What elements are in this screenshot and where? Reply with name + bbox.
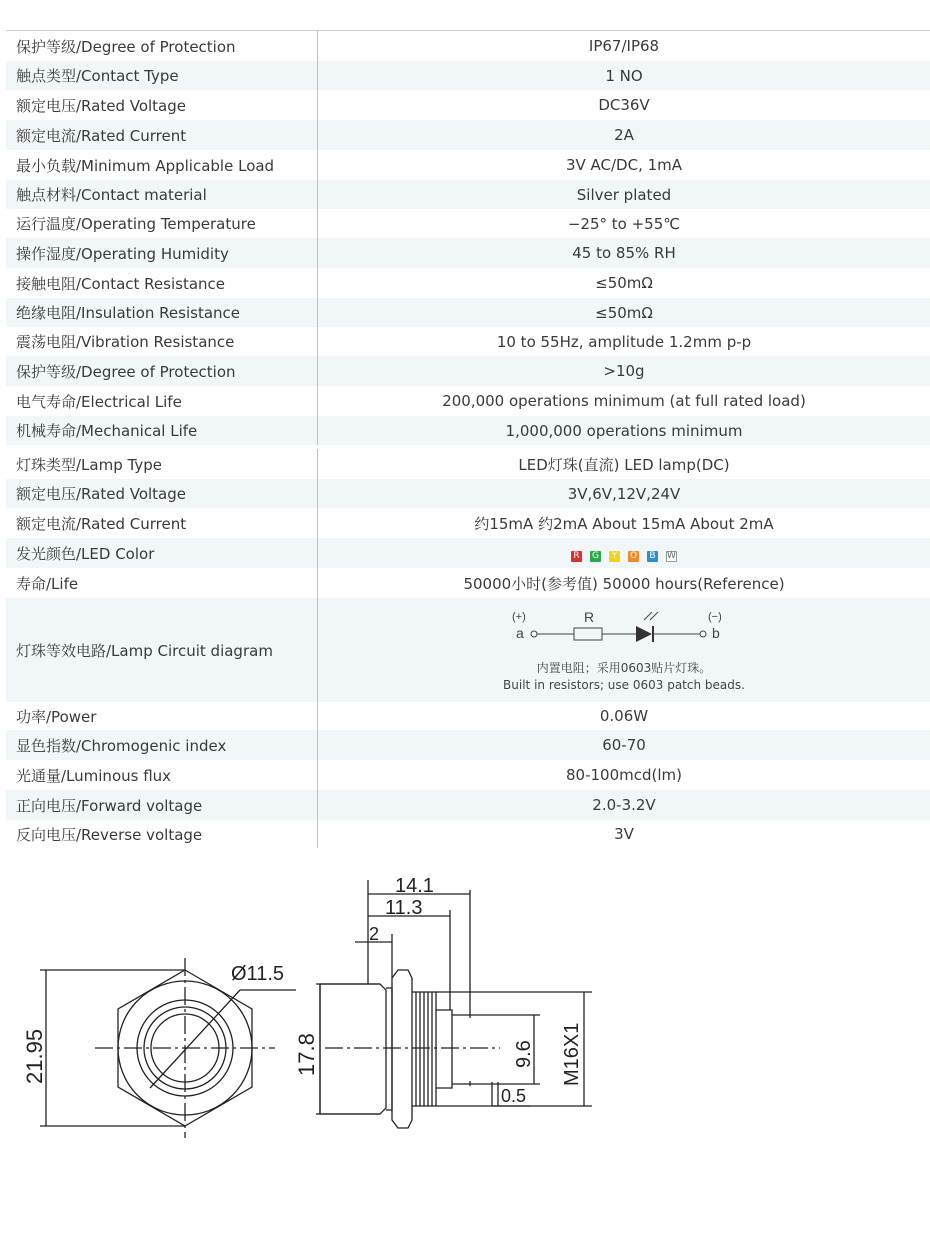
table-row xyxy=(6,120,930,150)
dim-9-6: 9.6 xyxy=(513,1040,535,1068)
dim-17-8: 17.8 xyxy=(294,1033,319,1076)
resistor-icon xyxy=(574,628,602,640)
color-chip: G xyxy=(590,551,601,562)
row-label: 寿命/Life xyxy=(6,568,318,598)
row-label: 额定电流/Rated Current xyxy=(6,120,318,150)
row-label: 正向电压/Forward voltage xyxy=(6,790,318,820)
row-label: 绝缘电阻/Insulation Resistance xyxy=(6,298,318,327)
minus-label: (−) xyxy=(708,611,722,623)
circuit-diagram xyxy=(504,606,744,656)
row-value: 2A xyxy=(614,126,634,144)
row-label: 灯珠类型/Lamp Type xyxy=(6,449,318,479)
table-row xyxy=(6,508,930,538)
led-color-row xyxy=(6,538,930,568)
table-row xyxy=(6,416,930,445)
table-row xyxy=(6,150,930,180)
r-label: R xyxy=(584,609,595,625)
dim-2: 2 xyxy=(369,924,380,944)
row-label: 操作湿度/Operating Humidity xyxy=(6,238,318,268)
color-chip: R xyxy=(571,551,582,562)
table-row xyxy=(6,479,930,508)
row-label: 保护等级/Degree of Protection xyxy=(6,356,318,386)
row-value: 45 to 85% RH xyxy=(572,244,676,262)
row-label: 光通量/Luminous flux xyxy=(6,760,318,790)
row-value: 60-70 xyxy=(602,736,646,754)
row-label: 显色指数/Chromogenic index xyxy=(6,730,318,760)
table-row xyxy=(6,386,930,416)
row-label: 运行温度/Operating Temperature xyxy=(6,209,318,238)
row-value: 3V,6V,12V,24V xyxy=(567,484,681,503)
row-value: 200,000 operations minimum (at full rated load) xyxy=(442,392,806,410)
row-label: 电气寿命/Electrical Life xyxy=(6,386,318,416)
row-label: 保护等级/Degree of Protection xyxy=(6,31,318,61)
table-row xyxy=(6,790,930,820)
terminal-b xyxy=(700,631,706,637)
row-value: 80-100mcd(lm) xyxy=(566,766,682,784)
table-row xyxy=(6,209,930,238)
row-value: LED灯珠(直流) LED lamp(DC) xyxy=(518,455,730,474)
row-value: 2.0-3.2V xyxy=(592,796,656,814)
circuit-notes xyxy=(318,660,930,694)
row-label: 发光颜色/LED Color xyxy=(6,538,318,568)
row-label: 触点材料/Contact material xyxy=(6,180,318,209)
row-label: 触点类型/Contact Type xyxy=(6,61,318,90)
row-value: 3V xyxy=(614,825,634,843)
table-row xyxy=(6,238,930,268)
row-value: 1,000,000 operations minimum xyxy=(505,421,743,440)
table-row xyxy=(6,90,930,120)
color-chip: O xyxy=(629,551,638,561)
circuit-row xyxy=(6,598,930,702)
row-value: IP67/IP68 xyxy=(588,37,660,55)
row-value: 3V AC/DC, 1mA xyxy=(565,156,683,174)
row-value xyxy=(318,606,930,694)
dim-diameter: Ø11.5 xyxy=(231,963,284,985)
terminal-a xyxy=(531,631,537,637)
table-row xyxy=(6,180,930,209)
dim-14-1: 14.1 xyxy=(395,875,434,897)
color-chip: B xyxy=(647,551,658,562)
row-value: ≤50mΩ xyxy=(595,303,653,322)
life-row xyxy=(6,568,930,598)
table-row xyxy=(6,449,930,479)
row-label: 额定电压/Rated Voltage xyxy=(6,479,318,508)
table-row xyxy=(6,31,930,61)
row-label: 反向电压/Reverse voltage xyxy=(6,820,318,848)
lamp-rows xyxy=(6,449,930,538)
row-label: 额定电压/Rated Voltage xyxy=(6,90,318,120)
a-label: a xyxy=(516,625,524,641)
led-rows xyxy=(6,702,930,848)
row-value: >10g xyxy=(603,362,645,380)
table-row xyxy=(6,730,930,760)
row-value: 1 NO xyxy=(605,66,643,85)
color-chips xyxy=(571,551,677,562)
color-chip: W xyxy=(667,551,676,561)
row-label: 震荡电阻/Vibration Resistance xyxy=(6,327,318,356)
note-cn: 内置电阻；采用0603贴片灯珠。 xyxy=(536,661,712,675)
table-row xyxy=(6,702,930,730)
table-row xyxy=(6,760,930,790)
note-en: Built in resistors; use 0603 patch beads. xyxy=(503,678,745,692)
dim-0-5: 0.5 xyxy=(501,1086,527,1106)
row-value xyxy=(318,544,930,562)
plus-label: (+) xyxy=(512,611,526,623)
row-label: 接触电阻/Contact Resistance xyxy=(6,268,318,298)
table-row xyxy=(6,268,930,298)
row-value: 0.06W xyxy=(599,707,649,725)
dim-thread: M16X1 xyxy=(561,1022,583,1086)
spec-rows xyxy=(6,31,930,445)
table-row xyxy=(6,327,930,356)
b-label: b xyxy=(712,625,720,641)
row-label: 机械寿命/Mechanical Life xyxy=(6,416,318,445)
row-value: 10 to 55Hz, amplitude 1.2mm p-p xyxy=(496,332,752,351)
row-label: 功率/Power xyxy=(6,702,318,730)
row-value: 50000小时(参考值) 50000 hours(Reference) xyxy=(463,574,785,593)
table-row xyxy=(6,298,930,327)
row-label: 额定电流/Rated Current xyxy=(6,508,318,538)
dimension-drawing xyxy=(0,870,930,1150)
row-label: 最小负载/Minimum Applicable Load xyxy=(6,150,318,180)
table-row xyxy=(6,61,930,90)
led-diode-icon xyxy=(636,626,652,642)
row-value: DC36V xyxy=(598,96,650,114)
row-value: ≤50mΩ xyxy=(595,274,653,292)
row-value: Silver plated xyxy=(576,185,672,204)
row-label: 灯珠等效电路/Lamp Circuit diagram xyxy=(6,598,318,702)
dim-21-95: 21.95 xyxy=(22,1028,47,1084)
spec-table xyxy=(6,30,930,848)
table-row xyxy=(6,356,930,386)
dim-11-3: 11.3 xyxy=(385,897,423,919)
row-value: 约15mA 约2mA About 15mA About 2mA xyxy=(474,514,774,533)
table-row xyxy=(6,820,930,848)
row-value: −25° to +55℃ xyxy=(567,214,681,233)
color-chip: Y xyxy=(609,551,620,562)
